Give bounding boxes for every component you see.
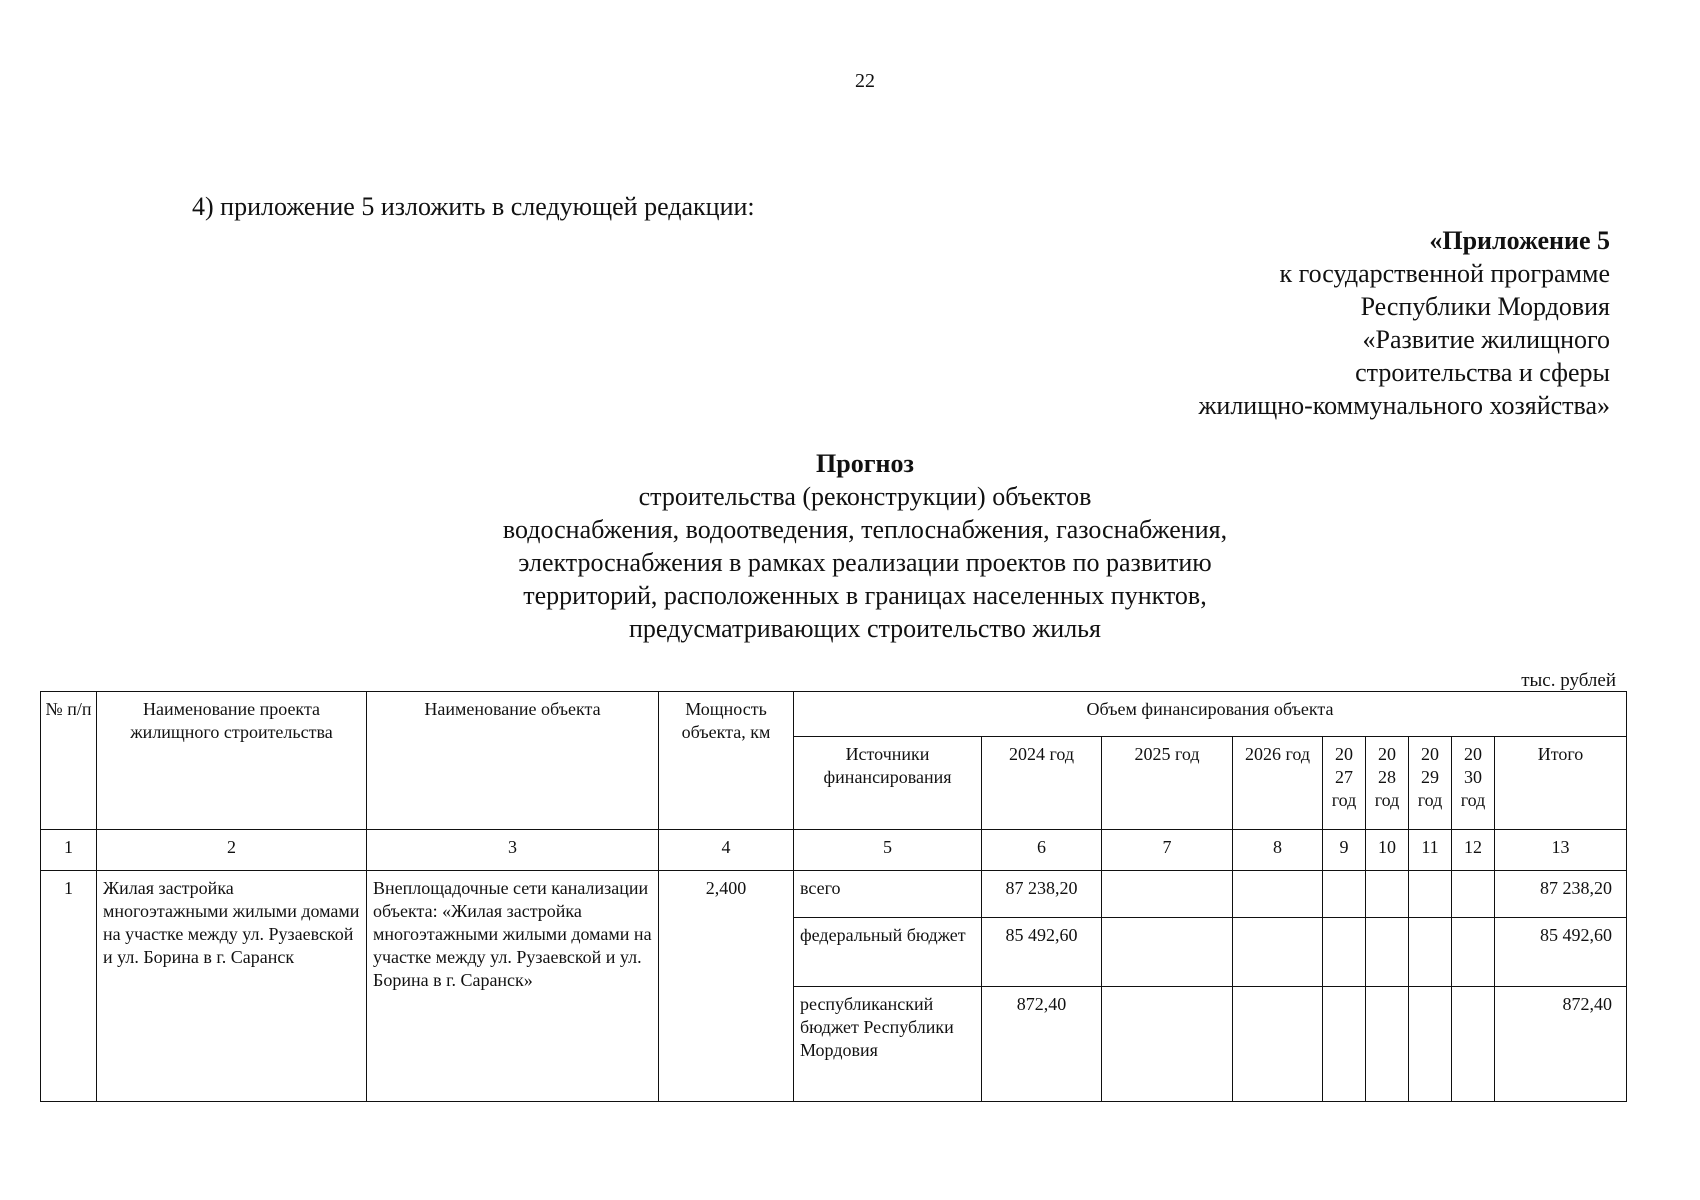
amount-2025-cell — [1102, 871, 1233, 918]
header-2030-part: 20 — [1464, 744, 1482, 764]
amount-2026-cell — [1233, 987, 1323, 1102]
amount-2030-cell — [1452, 918, 1495, 987]
header-2028 — [1366, 737, 1409, 830]
header-2027-part: год — [1331, 790, 1357, 810]
header-2030-part: 30 — [1464, 767, 1482, 787]
header-2030 — [1452, 737, 1495, 830]
financing-table — [40, 691, 1627, 1102]
amount-2024-cell: 87 238,20 — [982, 871, 1102, 918]
header-2027 — [1323, 737, 1366, 830]
column-number: 11 — [1409, 830, 1452, 871]
capacity-cell: 2,400 — [659, 871, 794, 1102]
header-financing: Объем финансирования объекта — [794, 692, 1627, 737]
amount-2026-cell — [1233, 918, 1323, 987]
header-2026: 2026 год — [1233, 737, 1323, 830]
amount-2026-cell — [1233, 871, 1323, 918]
source-cell: всего — [794, 871, 982, 918]
project-name-cell: Жилая застройка многоэтажными жилыми домами на участке между ул. Рузаевской и ул. Борина в г. Саранск — [97, 871, 367, 1102]
header-2025: 2025 год — [1102, 737, 1233, 830]
amount-2028-cell — [1366, 871, 1409, 918]
column-number: 12 — [1452, 830, 1495, 871]
document-title — [0, 447, 1700, 645]
amount-2029-cell — [1409, 871, 1452, 918]
amount-2028-cell — [1366, 987, 1409, 1102]
source-cell: республиканский бюджет Республики Мордовия — [794, 987, 982, 1102]
column-number: 2 — [97, 830, 367, 871]
units-label: тыс. рублей — [1521, 670, 1616, 691]
amount-2029-cell — [1409, 987, 1452, 1102]
column-number: 8 — [1233, 830, 1323, 871]
title-line: электроснабжения в рамках реализации проектов по развитию — [518, 548, 1212, 577]
column-number: 10 — [1366, 830, 1409, 871]
amount-2024-cell: 85 492,60 — [982, 918, 1102, 987]
column-number: 5 — [794, 830, 982, 871]
total-cell: 85 492,60 — [1495, 918, 1627, 987]
column-number: 1 — [41, 830, 97, 871]
object-name-cell: Внеплощадочные сети канализации объекта: «Жилая застройка многоэтажными жилыми домами на участке между ул. Рузаевской и ул. Борина в г. Саранск» — [367, 871, 659, 1102]
header-2028-part: 28 — [1378, 767, 1396, 787]
header-total: Итого — [1495, 737, 1627, 830]
title-main: Прогноз — [816, 449, 914, 478]
column-number: 6 — [982, 830, 1102, 871]
amount-2027-cell — [1323, 918, 1366, 987]
appendix-heading — [1090, 224, 1610, 422]
header-sources: Источники финансирования — [794, 737, 982, 830]
header-2024: 2024 год — [982, 737, 1102, 830]
title-line: водоснабжения, водоотведения, теплоснабжения, газоснабжения, — [502, 515, 1228, 544]
appendix-line: к государственной программе — [1279, 259, 1610, 288]
header-2027-part: 20 — [1335, 744, 1353, 764]
appendix-line: жилищно-коммунального хозяйства» — [1198, 391, 1610, 420]
header-2030-part: год — [1460, 790, 1486, 810]
header-2029-part: 29 — [1421, 767, 1439, 787]
amount-2029-cell — [1409, 918, 1452, 987]
source-cell: федеральный бюджет — [794, 918, 982, 987]
header-row — [41, 692, 1627, 737]
total-cell: 872,40 — [1495, 987, 1627, 1102]
column-number: 13 — [1495, 830, 1627, 871]
column-number: 9 — [1323, 830, 1366, 871]
column-number: 4 — [659, 830, 794, 871]
page-number: 22 — [855, 70, 875, 92]
title-line: строительства (реконструкции) объектов — [638, 482, 1092, 511]
header-2029-part: 20 — [1421, 744, 1439, 764]
amount-2025-cell — [1102, 918, 1233, 987]
table-row — [41, 871, 1627, 918]
total-cell: 87 238,20 — [1495, 871, 1627, 918]
amount-2028-cell — [1366, 918, 1409, 987]
header-project-name: Наименование проекта жилищного строительства — [97, 692, 367, 830]
header-2029-part: год — [1417, 790, 1443, 810]
amount-2027-cell — [1323, 987, 1366, 1102]
header-capacity: Мощность объекта, км — [659, 692, 794, 830]
intro-text: 4) приложение 5 изложить в следующей редакции: — [192, 192, 755, 221]
appendix-line: строительства и сферы — [1355, 358, 1610, 387]
amount-2030-cell — [1452, 987, 1495, 1102]
appendix-line: Республики Мордовия — [1360, 292, 1610, 321]
header-2028-part: год — [1374, 790, 1400, 810]
amount-2030-cell — [1452, 871, 1495, 918]
header-2028-part: 20 — [1378, 744, 1396, 764]
header-object-name: Наименование объекта — [367, 692, 659, 830]
amount-2025-cell — [1102, 987, 1233, 1102]
header-num: № п/п — [41, 692, 97, 830]
amount-2027-cell — [1323, 871, 1366, 918]
appendix-line: «Развитие жилищного — [1362, 325, 1610, 354]
title-line: предусматривающих строительство жилья — [629, 614, 1101, 643]
row-number: 1 — [41, 871, 97, 1102]
appendix-title: «Приложение 5 — [1429, 226, 1610, 255]
header-2027-part: 27 — [1335, 767, 1353, 787]
title-line: территорий, расположенных в границах населенных пунктов, — [523, 581, 1207, 610]
column-number: 3 — [367, 830, 659, 871]
column-number: 7 — [1102, 830, 1233, 871]
amount-2024-cell: 872,40 — [982, 987, 1102, 1102]
column-number-row — [41, 830, 1627, 871]
header-2029 — [1409, 737, 1452, 830]
